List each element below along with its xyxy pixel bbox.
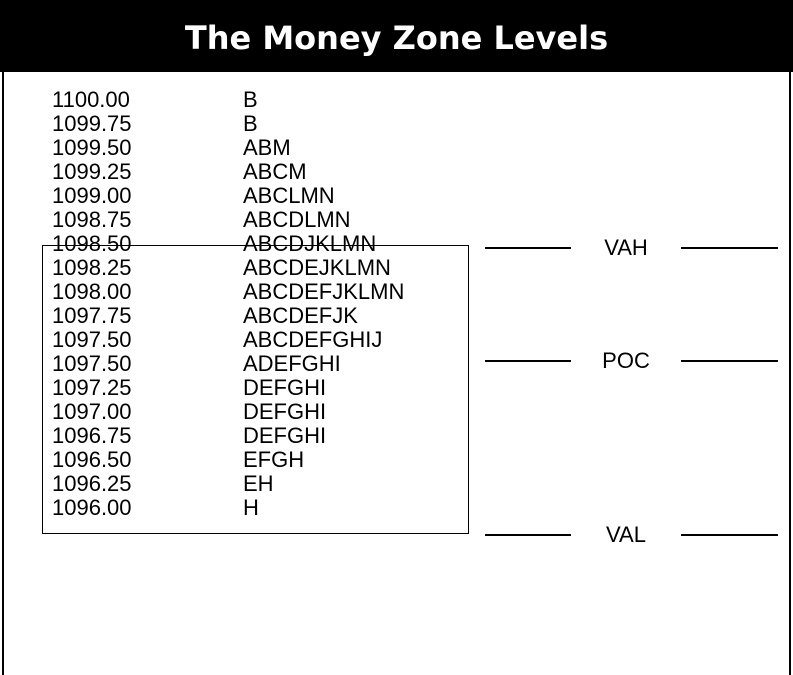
poc-line-left xyxy=(485,360,571,362)
tpo-letters: ABCDEFGHIJ xyxy=(243,327,383,352)
val-line-right xyxy=(681,534,778,536)
price-level: 1099.00 xyxy=(52,183,132,208)
price-level: 1098.50 xyxy=(52,231,132,256)
vah-line-right xyxy=(681,247,778,249)
price-level: 1098.25 xyxy=(52,255,132,280)
tpo-letters: DEFGHI xyxy=(243,399,327,424)
price-level: 1100.00 xyxy=(52,87,130,112)
tpo-letters: ABCLMN xyxy=(243,183,335,208)
title-bar xyxy=(0,0,793,72)
tpo-letters: H xyxy=(243,495,259,520)
tpo-letters: DEFGHI xyxy=(243,423,327,448)
price-level: 1099.50 xyxy=(52,135,132,160)
price-level: 1097.25 xyxy=(52,375,132,400)
price-level: 1098.00 xyxy=(52,279,132,304)
diagram-title: The Money Zone Levels xyxy=(184,19,609,57)
tpo-letters: ABM xyxy=(243,135,291,160)
price-level: 1096.25 xyxy=(52,471,132,496)
poc-label: POC xyxy=(602,348,650,373)
price-level: 1097.00 xyxy=(52,399,132,424)
tpo-letters: DEFGHI xyxy=(243,375,327,400)
tpo-letters: B xyxy=(243,111,258,136)
price-level: 1097.50 xyxy=(52,351,132,376)
tpo-letters: ABCM xyxy=(243,159,307,184)
vah-marker xyxy=(485,233,778,263)
tpo-letters: ABCDJKLMN xyxy=(243,231,377,256)
poc-line-right xyxy=(681,360,778,362)
price-level: 1097.50 xyxy=(52,327,132,352)
val-marker xyxy=(485,520,778,550)
price-level: 1096.00 xyxy=(52,495,132,520)
tpo-letters: ABCDEJKLMN xyxy=(243,255,391,280)
price-level: 1096.75 xyxy=(52,423,132,448)
tpo-letters: B xyxy=(243,87,258,112)
tpo-letters: ABCDEFJK xyxy=(243,303,358,328)
tpo-letters: EH xyxy=(243,471,274,496)
price-level: 1099.25 xyxy=(52,159,132,184)
poc-marker xyxy=(485,346,778,376)
price-level: 1098.75 xyxy=(52,207,132,232)
vah-label: VAH xyxy=(604,235,648,260)
val-line-left xyxy=(485,534,571,536)
price-level: 1096.50 xyxy=(52,447,132,472)
val-label: VAL xyxy=(606,522,646,547)
price-level: 1099.75 xyxy=(52,111,132,136)
tpo-letters: EFGH xyxy=(243,447,305,472)
vah-line-left xyxy=(485,247,571,249)
tpo-letters: ABCDEFJKLMN xyxy=(243,279,405,304)
tpo-letters: ABCDLMN xyxy=(243,207,351,232)
tpo-letters: ADEFGHI xyxy=(243,351,341,376)
price-level: 1097.75 xyxy=(52,303,132,328)
